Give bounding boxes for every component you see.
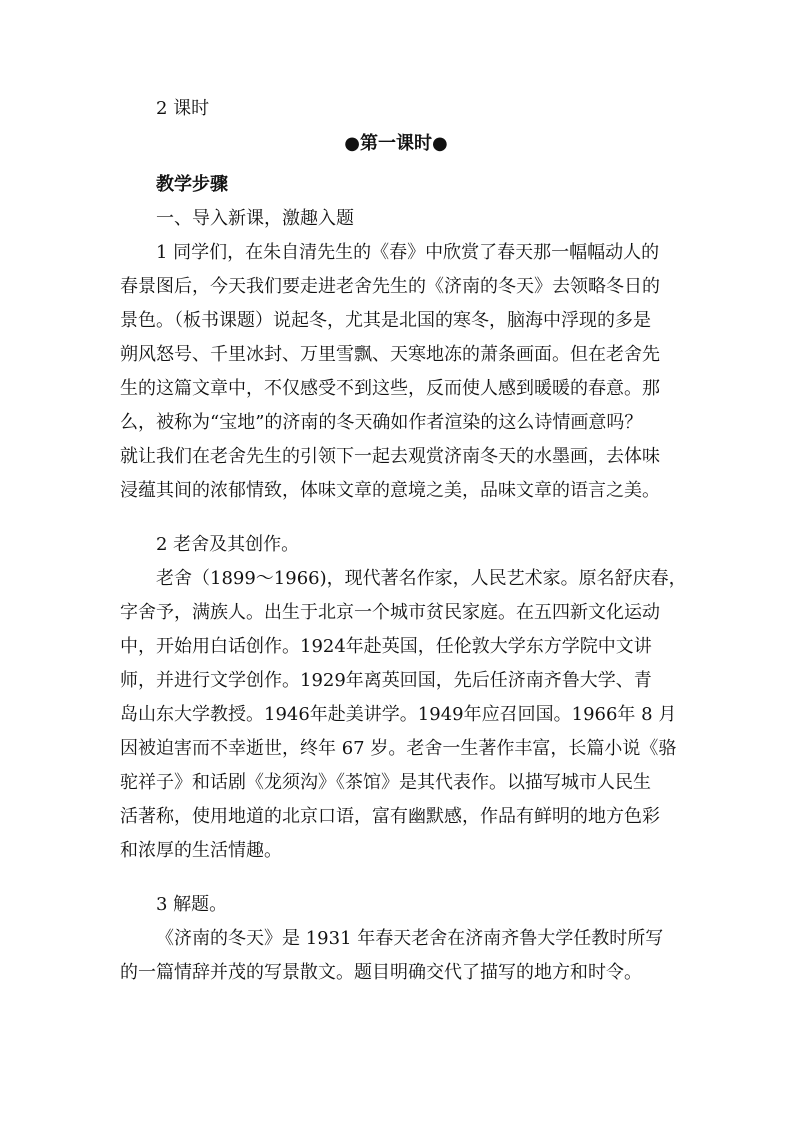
para2-line: 和浓厚的生活情趣。	[120, 840, 282, 861]
lesson-heading: ●第一课时●	[344, 133, 448, 154]
para3-line: 的一篇情辞并茂的写景散文。题目明确交代了描写的地方和时令。	[120, 962, 642, 983]
para2-line: 老舍（1899～1966)，现代著名作家，人民艺术家。原名舒庆春，	[156, 568, 687, 589]
para3-line: 《济南的冬天》是 1931 年春天老舍在济南齐鲁大学任教时所写	[156, 928, 664, 949]
item2-heading: 2 老舍及其创作。	[156, 534, 300, 555]
para2-line: 字舍予，满族人。出生于北京一个城市贫民家庭。在五四新文化运动	[120, 602, 660, 623]
para1-line: 景色。（板书课题）说起冬，尤其是北国的寒冬，脑海中浮现的多是	[120, 310, 651, 331]
para1-line: 么，被称为“宝地”的济南的冬天确如作者渲染的这么诗情画意吗？	[120, 412, 643, 433]
para1-line: 朔风怒号、千里冰封、万里雪飘、天寒地冻的萧条画面。但在老舍先	[120, 344, 660, 365]
para2-line: 岛山东大学教授。1946年赴美讲学。1949年应召回国。1966年 8 月	[120, 704, 677, 725]
para1-line: 1 同学们，在朱自清先生的《春》中欣赏了春天那一幅幅动人的	[156, 242, 660, 263]
para1-line: 就让我们在老舍先生的引领下一起去观赏济南冬天的水墨画，去体味	[120, 446, 660, 467]
section-heading: 教学步骤	[156, 174, 228, 195]
item3-heading: 3 解题。	[156, 894, 228, 915]
step1-heading: 一、导入新课，激趣入题	[156, 208, 354, 229]
class-hours: 2 课时	[156, 98, 210, 119]
para2-line: 师，并进行文学创作。1929年离英回国，先后任济南齐鲁大学、青	[120, 670, 652, 691]
para2-line: 中，开始用白话创作。1924年赴英国，任伦敦大学东方学院中文讲	[120, 636, 652, 657]
para1-line: 春景图后，今天我们要走进老舍先生的《济南的冬天》去领略冬日的	[120, 276, 660, 297]
para2-line: 驼祥子》和话剧《龙须沟》《茶馆》是其代表作。以描写城市人民生	[120, 772, 651, 793]
para1-line: 浸蕴其间的浓郁情致，体味文章的意境之美，品味文章的语言之美。	[120, 480, 660, 501]
para2-line: 因被迫害而不幸逝世，终年 67 岁。老舍一生著作丰富，长篇小说《骆	[120, 738, 677, 759]
para1-line: 生的这篇文章中，不仅感受不到这些，反而使人感到暖暖的春意。那	[120, 378, 660, 399]
para2-line: 活著称，使用地道的北京口语，富有幽默感，作品有鲜明的地方色彩	[120, 806, 660, 827]
